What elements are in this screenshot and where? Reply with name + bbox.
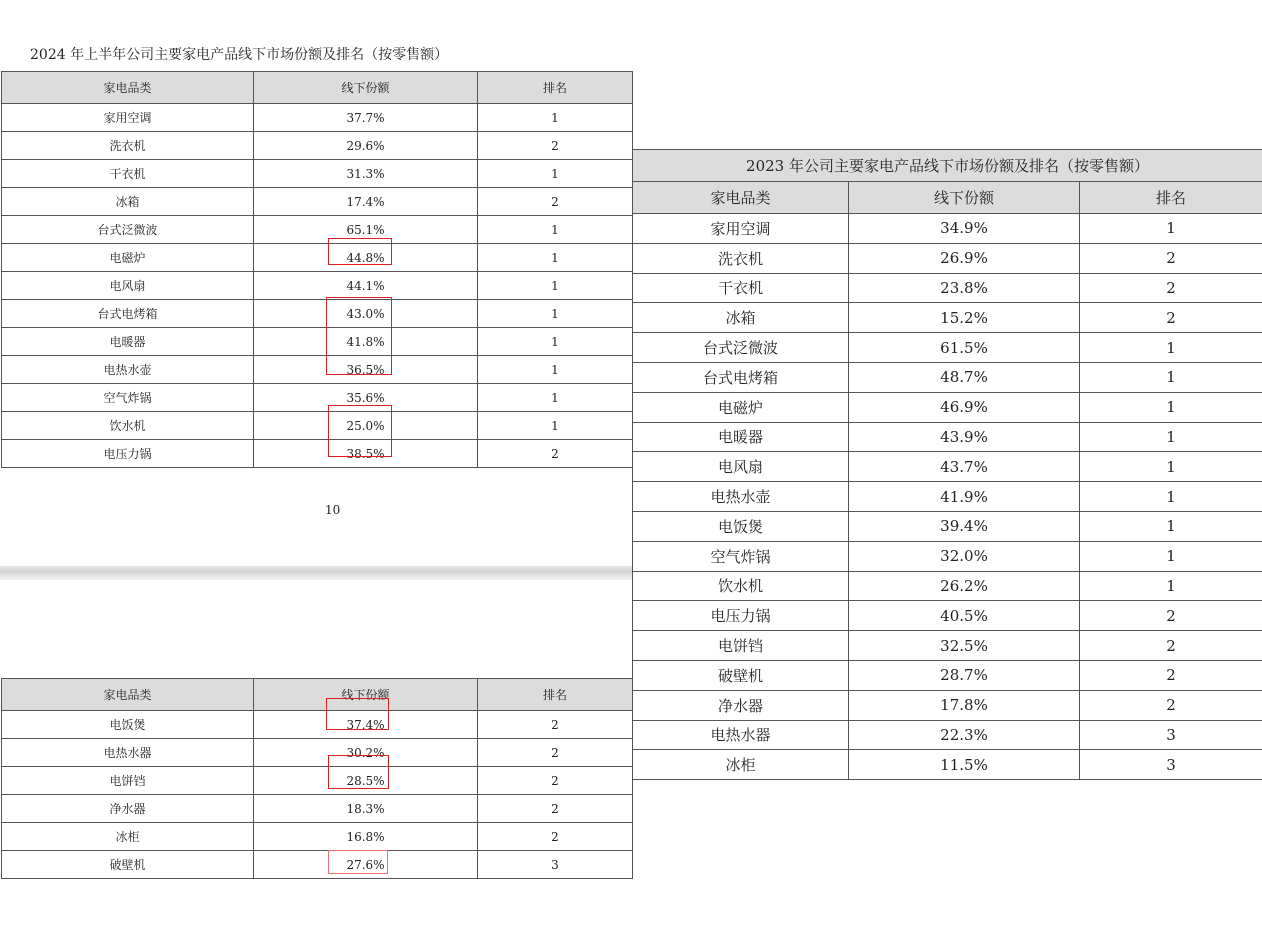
cell-category: 空气炸锅 <box>633 541 849 571</box>
cell-rank: 1 <box>1080 452 1262 482</box>
cell-share: 30.2% <box>254 739 478 767</box>
cell-category: 干衣机 <box>2 160 254 188</box>
cell-category: 破壁机 <box>633 660 849 690</box>
table-row <box>633 511 1262 541</box>
cell-category: 净水器 <box>633 690 849 720</box>
cell-category: 空气炸锅 <box>2 384 254 412</box>
cell-rank: 1 <box>478 328 633 356</box>
cell-share: 23.8% <box>849 273 1080 303</box>
table-header-row <box>633 182 1262 214</box>
table-row <box>633 750 1262 780</box>
cell-share: 34.9% <box>849 214 1080 244</box>
cell-share: 44.1% <box>254 272 478 300</box>
table-row <box>2 412 633 440</box>
cell-category: 电风扇 <box>2 272 254 300</box>
table-row <box>633 392 1262 422</box>
cell-category: 干衣机 <box>633 273 849 303</box>
cell-rank: 2 <box>1080 601 1262 631</box>
cell-share: 25.0% <box>254 412 478 440</box>
table-row <box>2 132 633 160</box>
cell-rank: 2 <box>478 767 633 795</box>
cell-share: 22.3% <box>849 720 1080 750</box>
table-row <box>2 384 633 412</box>
cell-share: 40.5% <box>849 601 1080 631</box>
cell-share: 43.7% <box>849 452 1080 482</box>
cell-category: 洗衣机 <box>633 243 849 273</box>
cell-share: 43.9% <box>849 422 1080 452</box>
table-row <box>633 362 1262 392</box>
highlight-box <box>326 698 389 730</box>
column-header-rank: 排名 <box>478 679 633 711</box>
cell-category: 电磁炉 <box>2 244 254 272</box>
cell-category: 电热水壶 <box>2 356 254 384</box>
cell-share: 17.4% <box>254 188 478 216</box>
table-row <box>2 440 633 468</box>
table-row <box>2 216 633 244</box>
cell-rank: 2 <box>478 440 633 468</box>
cell-rank: 1 <box>1080 392 1262 422</box>
table-row <box>633 303 1262 333</box>
cell-rank: 1 <box>1080 482 1262 512</box>
cell-share: 28.7% <box>849 660 1080 690</box>
cell-category: 电热水器 <box>2 739 254 767</box>
column-header-category: 家电品类 <box>2 72 254 104</box>
cell-rank: 1 <box>478 216 633 244</box>
cell-rank: 2 <box>1080 660 1262 690</box>
table-row <box>633 631 1262 661</box>
cell-share: 61.5% <box>849 333 1080 363</box>
table-row <box>633 720 1262 750</box>
column-header-share: 线下份额 <box>254 72 478 104</box>
cell-rank: 2 <box>1080 303 1262 333</box>
highlight-box <box>328 850 388 874</box>
cell-category: 电暖器 <box>2 328 254 356</box>
column-header-share: 线下份额 <box>254 679 478 711</box>
table-row <box>2 328 633 356</box>
table-2024h1-title: 2024 年上半年公司主要家电产品线下市场份额及排名（按零售额） <box>30 47 449 63</box>
cell-rank: 2 <box>478 711 633 739</box>
cell-share: 65.1% <box>254 216 478 244</box>
cell-rank: 3 <box>1080 720 1262 750</box>
table-2023 <box>632 149 1262 780</box>
cell-rank: 1 <box>478 104 633 132</box>
table-2024h1 <box>1 71 633 468</box>
table-row <box>633 422 1262 452</box>
cell-share: 18.3% <box>254 795 478 823</box>
cell-share: 38.5% <box>254 440 478 468</box>
cell-rank: 2 <box>478 188 633 216</box>
table-row <box>633 571 1262 601</box>
table-row <box>2 104 633 132</box>
cell-rank: 2 <box>478 739 633 767</box>
cell-rank: 1 <box>1080 541 1262 571</box>
cell-category: 电饭煲 <box>2 711 254 739</box>
table-row <box>633 660 1262 690</box>
cell-rank: 2 <box>478 795 633 823</box>
cell-category: 电热水器 <box>633 720 849 750</box>
cell-category: 台式泛微波 <box>633 333 849 363</box>
cell-rank: 1 <box>1080 511 1262 541</box>
table-row <box>2 823 633 851</box>
cell-category: 冰柜 <box>2 823 254 851</box>
column-header-category: 家电品类 <box>2 679 254 711</box>
column-header-rank: 排名 <box>478 72 633 104</box>
table-row <box>633 214 1262 244</box>
table-row <box>2 272 633 300</box>
cell-category: 电压力锅 <box>633 601 849 631</box>
cell-share: 28.5% <box>254 767 478 795</box>
cell-rank: 1 <box>478 160 633 188</box>
cell-category: 电饼铛 <box>2 767 254 795</box>
cell-category: 台式电烤箱 <box>633 362 849 392</box>
cell-rank: 2 <box>1080 243 1262 273</box>
cell-category: 台式电烤箱 <box>2 300 254 328</box>
cell-category: 饮水机 <box>2 412 254 440</box>
cell-category: 洗衣机 <box>2 132 254 160</box>
cell-rank: 1 <box>1080 571 1262 601</box>
table-row <box>2 767 633 795</box>
highlight-box <box>328 405 392 457</box>
cell-rank: 1 <box>478 300 633 328</box>
page-separator <box>0 566 632 580</box>
cell-category: 电热水壶 <box>633 482 849 512</box>
table-row <box>633 482 1262 512</box>
highlight-box <box>328 755 389 789</box>
cell-rank: 3 <box>478 851 633 879</box>
table-row <box>633 273 1262 303</box>
cell-share: 15.2% <box>849 303 1080 333</box>
cell-share: 46.9% <box>849 392 1080 422</box>
table-header-row <box>2 679 633 711</box>
cell-rank: 1 <box>478 244 633 272</box>
table-row <box>2 739 633 767</box>
cell-category: 冰箱 <box>2 188 254 216</box>
cell-category: 台式泛微波 <box>2 216 254 244</box>
cell-share: 43.0% <box>254 300 478 328</box>
cell-share: 35.6% <box>254 384 478 412</box>
cell-category: 冰柜 <box>633 750 849 780</box>
page-number: 10 <box>325 503 341 517</box>
table-header-row <box>2 72 633 104</box>
cell-share: 26.2% <box>849 571 1080 601</box>
cell-share: 36.5% <box>254 356 478 384</box>
highlight-box <box>328 238 392 265</box>
table-row <box>2 356 633 384</box>
table-row <box>633 601 1262 631</box>
table-title-row <box>633 150 1262 182</box>
cell-category: 电风扇 <box>633 452 849 482</box>
table-row <box>633 541 1262 571</box>
highlight-box <box>326 297 392 375</box>
table-row <box>633 452 1262 482</box>
table-2024h1-continued <box>1 678 633 879</box>
column-header-share: 线下份额 <box>849 182 1080 214</box>
table-row <box>2 244 633 272</box>
table-row <box>633 690 1262 720</box>
table-row <box>2 795 633 823</box>
cell-share: 11.5% <box>849 750 1080 780</box>
cell-share: 26.9% <box>849 243 1080 273</box>
cell-share: 27.6% <box>254 851 478 879</box>
cell-share: 39.4% <box>849 511 1080 541</box>
cell-category: 电暖器 <box>633 422 849 452</box>
cell-share: 17.8% <box>849 690 1080 720</box>
cell-category: 电磁炉 <box>633 392 849 422</box>
cell-rank: 1 <box>1080 362 1262 392</box>
cell-rank: 1 <box>478 412 633 440</box>
cell-rank: 2 <box>478 823 633 851</box>
table-row <box>633 333 1262 363</box>
cell-rank: 1 <box>478 356 633 384</box>
cell-category: 家用空调 <box>2 104 254 132</box>
cell-category: 净水器 <box>2 795 254 823</box>
column-header-category: 家电品类 <box>633 182 849 214</box>
cell-rank: 1 <box>1080 333 1262 363</box>
table-row <box>633 243 1262 273</box>
table-row <box>2 711 633 739</box>
cell-share: 32.5% <box>849 631 1080 661</box>
table-row <box>2 300 633 328</box>
cell-share: 41.8% <box>254 328 478 356</box>
cell-share: 37.4% <box>254 711 478 739</box>
column-header-rank: 排名 <box>1080 182 1262 214</box>
cell-share: 48.7% <box>849 362 1080 392</box>
cell-share: 32.0% <box>849 541 1080 571</box>
cell-share: 29.6% <box>254 132 478 160</box>
cell-category: 电饼铛 <box>633 631 849 661</box>
cell-rank: 1 <box>1080 422 1262 452</box>
cell-rank: 1 <box>1080 214 1262 244</box>
cell-category: 电压力锅 <box>2 440 254 468</box>
table-row <box>2 851 633 879</box>
table-2023-title: 2023 年公司主要家电产品线下市场份额及排名（按零售额） <box>633 150 1262 182</box>
cell-rank: 2 <box>478 132 633 160</box>
cell-category: 冰箱 <box>633 303 849 333</box>
cell-rank: 2 <box>1080 631 1262 661</box>
cell-rank: 3 <box>1080 750 1262 780</box>
cell-share: 16.8% <box>254 823 478 851</box>
cell-category: 饮水机 <box>633 571 849 601</box>
cell-rank: 2 <box>1080 690 1262 720</box>
table-row <box>2 188 633 216</box>
cell-share: 41.9% <box>849 482 1080 512</box>
cell-share: 37.7% <box>254 104 478 132</box>
cell-share: 31.3% <box>254 160 478 188</box>
cell-category: 破壁机 <box>2 851 254 879</box>
cell-share: 44.8% <box>254 244 478 272</box>
cell-category: 家用空调 <box>633 214 849 244</box>
table-row <box>2 160 633 188</box>
cell-rank: 2 <box>1080 273 1262 303</box>
cell-rank: 1 <box>478 384 633 412</box>
cell-category: 电饭煲 <box>633 511 849 541</box>
cell-rank: 1 <box>478 272 633 300</box>
